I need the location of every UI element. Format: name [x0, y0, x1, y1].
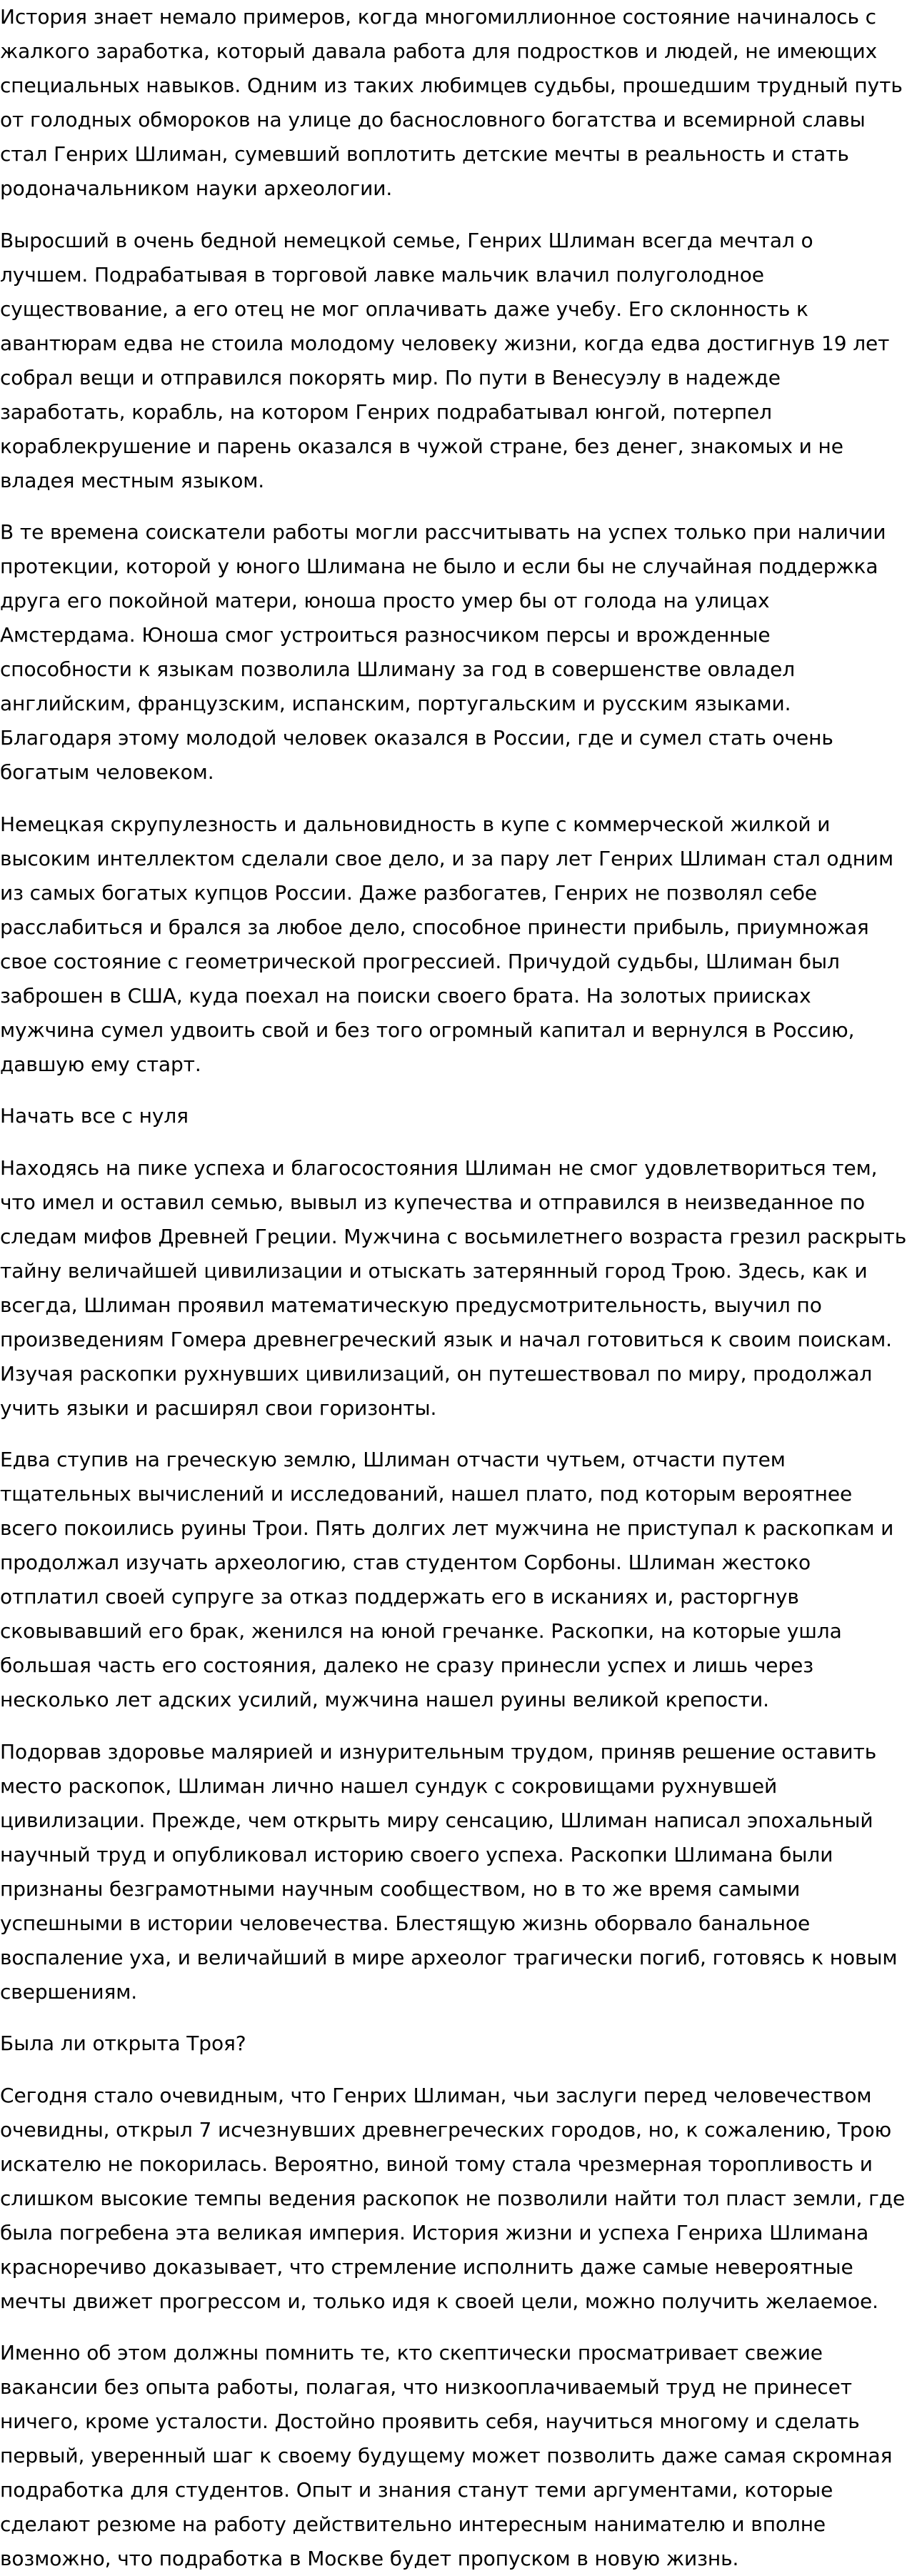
paragraph-excavation: Едва ступив на греческую землю, Шлиман отчасти чутьем, отчасти путем тщательных вычислений и исследований, нашел плато, под которым вероятнее всего покоились руины Трои. Пять долгих лет мужчина не приступал к раскопкам и продолжал изучать археологию, став студентом Сорбоны. Шлиман жестоко отплатил своей супруге за отказ поддержать его в исканиях и, расторгнув сковывавший его брак, женился на юной гречанке. Раскопки, на которые ушла большая часть его состояния, далеко не сразу принесли успех и лишь через несколько лет адских усилий, мужчина нашел руины великой крепости.	[0, 1448, 894, 1711]
paragraph-childhood: Выросший в очень бедной немецкой семье, Генрих Шлиман всегда мечтал о лучшем. Подрабатывая в торговой лавке мальчик влачил полуголодное существование, а его отец не мог оплачивать даже учебу. Его склонность к авантюрам едва не стоила молодому человеку жизни, когда едва достигнув 19 лет собрал вещи и отправился покорять мир. По пути в Венесуэлу в надежде заработать, корабль, на котором Генрих подрабатывал юнгой, потерпел кораблекрушение и парень оказался в чужой стране, без денег, знакомых и не владея местным языком.	[0, 228, 890, 492]
paragraph-merchant: Немецкая скрупулезность и дальновидность в купе с коммерческой жилкой и высоким интеллектом сделали свое дело, и за пару лет Генрих Шлиман стал одним из самых богатых купцов России. Даже разбогатев, Генрих не позволял себе расслабиться и брался за любое дело, способное принести прибыль, приумножая свое состояние с геометрической прогрессией. Причудой судьбы, Шлиман был заброшен в США, куда поехал на поиски своего брата. На золотых приисках мужчина сумел удвоить свой и без того огромный капитал и вернулся в Россию, давшую ему старт.	[0, 812, 894, 1076]
paragraph-conclusion: Именно об этом должны помнить те, кто скептически просматривает свежие вакансии без опыта работы, полагая, что низкооплачиваемый труд не принесет ничего, кроме усталости. Достойно проявить себя, научиться многому и сделать первый, уверенный шаг к своему будущему может позволить даже самая скромная подработка для студентов. Опыт и знания станут теми аргументами, которые сделают резюме на работу действительно интересным нанимателю и вполне возможно, что подработка в Москве будет пропуском в новую жизнь.	[0, 2341, 893, 2570]
paragraph-amsterdam: В те времена соискатели работы могли рассчитывать на успех только при наличии протекции, которой у юного Шлимана не было и если бы не случайная поддержка друга его покойной матери, юноша просто умер бы от голода на улицах Амстердама. Юноша смог устроиться разносчиком персы и врожденные способности к языкам позволила Шлиману за год в совершенстве овладел английским, французским, испанским, португальским и русским языками. Благодаря этому молодой человек оказался в России, где и сумел стать очень богатым человеком.	[0, 520, 886, 784]
section-heading-troy-question: Была ли открыта Троя?	[0, 2032, 246, 2055]
paragraph-legacy: Сегодня стало очевидным, что Генрих Шлиман, чьи заслуги перед человечеством очевидны, открыл 7 исчезнувших древнегреческих городов, но, к сожалению, Трою искателю не покорилась. Вероятно, виной тому стала чрезмерная торопливость и слишком высокие темпы ведения раскопок не позволили найти тол пласт земли, где была погребена эта великая империя. История жизни и успеха Генриха Шлимана красноречиво доказывает, что стремление исполнить даже самые невероятные мечты движет прогрессом и, только идя к своей цели, можно получить желаемое.	[0, 2083, 906, 2313]
paragraph-greece-dream: Находясь на пике успеха и благосостояния Шлиман не смог удовлетвориться тем, что имел и оставил семью, вывыл из купечества и отправился в неизведанное по следам мифов Древней Греции. Мужчина с восьмилетнего возраста грезил раскрыть тайну величайшей цивилизации и отыскать затерянный город Трою. Здесь, как и всегда, Шлиман проявил математическую предусмотрительность, выучил по произведениям Гомера древнегреческий язык и начал готовиться к своим поискам. Изучая раскопки рухнувших цивилизаций, он путешествовал по миру, продолжал учить языки и расширял свои горизонты.	[0, 1155, 907, 1420]
section-heading-start-over: Начать все с нуля	[0, 1104, 189, 1128]
paragraph-treasure: Подорвав здоровье малярией и изнурительным трудом, приняв решение оставить место раскопок, Шлиман лично нашел сундук с сокровищами рухнувшей цивилизации. Прежде, чем открыть миру сенсацию, Шлиман написал эпохальный научный труд и опубликовал историю своего успеха. Раскопки Шлимана были признаны безграмотными научным сообществом, но в то же время самыми успешными в истории человечества. Блестящую жизнь оборвало банальное воспаление уха, и величайший в мире археолог трагически погиб, готовясь к новым свершениям.	[0, 1739, 898, 2004]
paragraph-intro: История знает немало примеров, когда многомиллионное состояние начиналось с жалкого заработка, который давала работа для подростков и людей, не имеющих специальных навыков. Одним из таких любимцев судьбы, прошедшим трудный путь от голодных обмороков на улице до баснословного богатства и всемирной славы стал Генрих Шлиман, сумевший воплотить детские мечты в реальность и стать родоначальником науки археологии.	[0, 5, 903, 200]
